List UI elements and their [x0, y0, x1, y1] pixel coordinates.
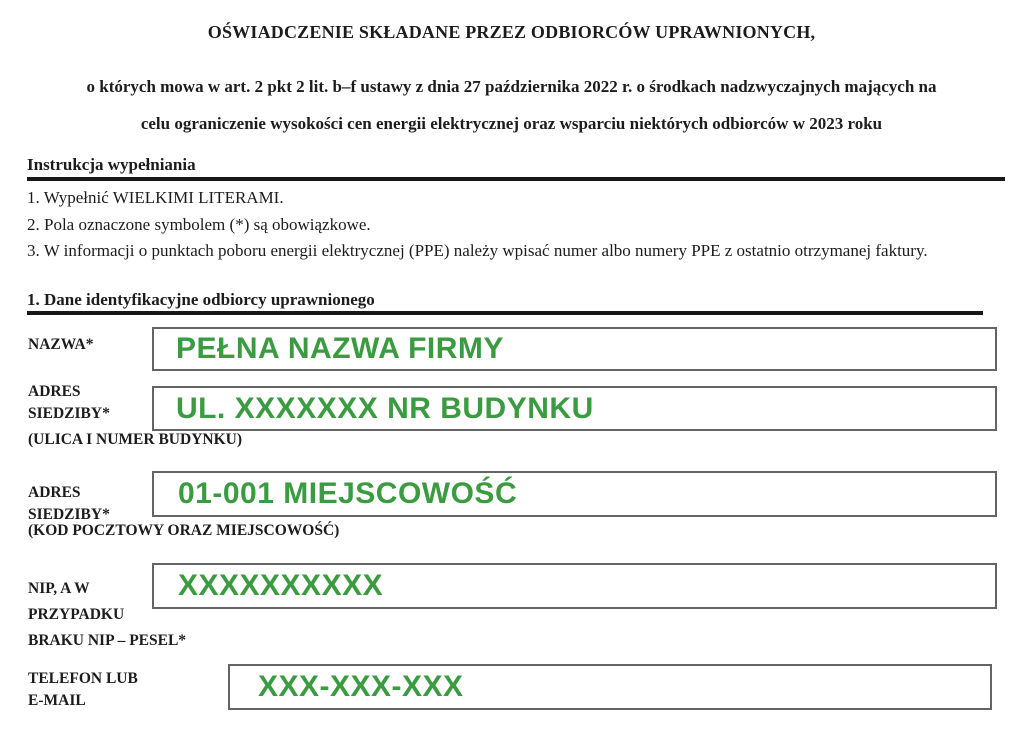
adres-ulica-value: UL. XXXXXXX NR BUDYNKU — [176, 391, 594, 425]
instructions-divider — [27, 177, 1005, 181]
nip-label-line3: BRAKU NIP – PESEL* — [28, 632, 187, 649]
section1-divider — [27, 311, 983, 315]
nip-label-line2: PRZYPADKU — [28, 606, 125, 623]
section1-heading: 1. Dane identyfikacyjne odbiorcy uprawnionego — [27, 290, 375, 309]
adres-kod-field[interactable] — [152, 471, 997, 517]
adres-kod-label-line1: ADRES — [28, 484, 81, 501]
instruction-item-1: 1. Wypełnić WIELKIMI LITERAMI. — [27, 188, 284, 207]
nip-label-line1: NIP, A W — [28, 580, 90, 597]
form-title: OŚWIADCZENIE SKŁADANE PRZEZ ODBIORCÓW UPRAWNIONYCH, — [207, 22, 816, 42]
instructions-list — [27, 185, 965, 265]
instruction-item-3: 3. W informacji o punktach poboru energii elektrycznej (PPE) należy wpisać numer albo numery PPE z ostatnio otrzymanej faktury. — [27, 241, 928, 260]
nazwa-label: NAZWA* — [28, 336, 94, 353]
telefon-value: XXX-XXX-XXX — [258, 670, 464, 703]
instructions-heading: Instrukcja wypełniania — [27, 155, 196, 174]
instruction-item-2: 2. Pola oznaczone symbolem (*) są obowiązkowe. — [27, 214, 371, 234]
form-subtitle-line2: celu ograniczenie wysokości cen energii elektrycznej oraz wsparciu niektórych odbiorców w 2023 roku — [140, 114, 883, 133]
adres-ulica-label-line1: ADRES — [28, 383, 81, 400]
adres-ulica-field[interactable] — [152, 386, 997, 431]
telefon-label-line1: TELEFON LUB — [28, 670, 138, 687]
adres-ulica-caption: (ULICA I NUMER BUDYNKU) — [28, 431, 242, 448]
nazwa-field[interactable] — [152, 327, 997, 371]
adres-kod-caption: (KOD POCZTOWY ORAZ MIEJSCOWOŚĆ) — [28, 522, 340, 539]
telefon-label-line2: E-MAIL — [28, 692, 86, 709]
nip-value: XXXXXXXXXX — [178, 569, 384, 602]
nazwa-value: PEŁNA NAZWA FIRMY — [176, 332, 504, 365]
telefon-field[interactable] — [228, 664, 992, 710]
adres-ulica-label-line2: SIEDZIBY* — [28, 405, 110, 422]
form-subtitle — [10, 68, 1013, 142]
form-subtitle-line1: o których mowa w art. 2 pkt 2 lit. b–f ustawy z dnia 27 października 2022 r. o środkach nadzwyczajnych mających na — [86, 77, 937, 96]
nip-field[interactable] — [152, 563, 997, 609]
adres-kod-label-line2: SIEDZIBY* — [28, 506, 110, 523]
adres-kod-value: 01-001 MIEJSCOWOŚĆ — [178, 477, 518, 510]
